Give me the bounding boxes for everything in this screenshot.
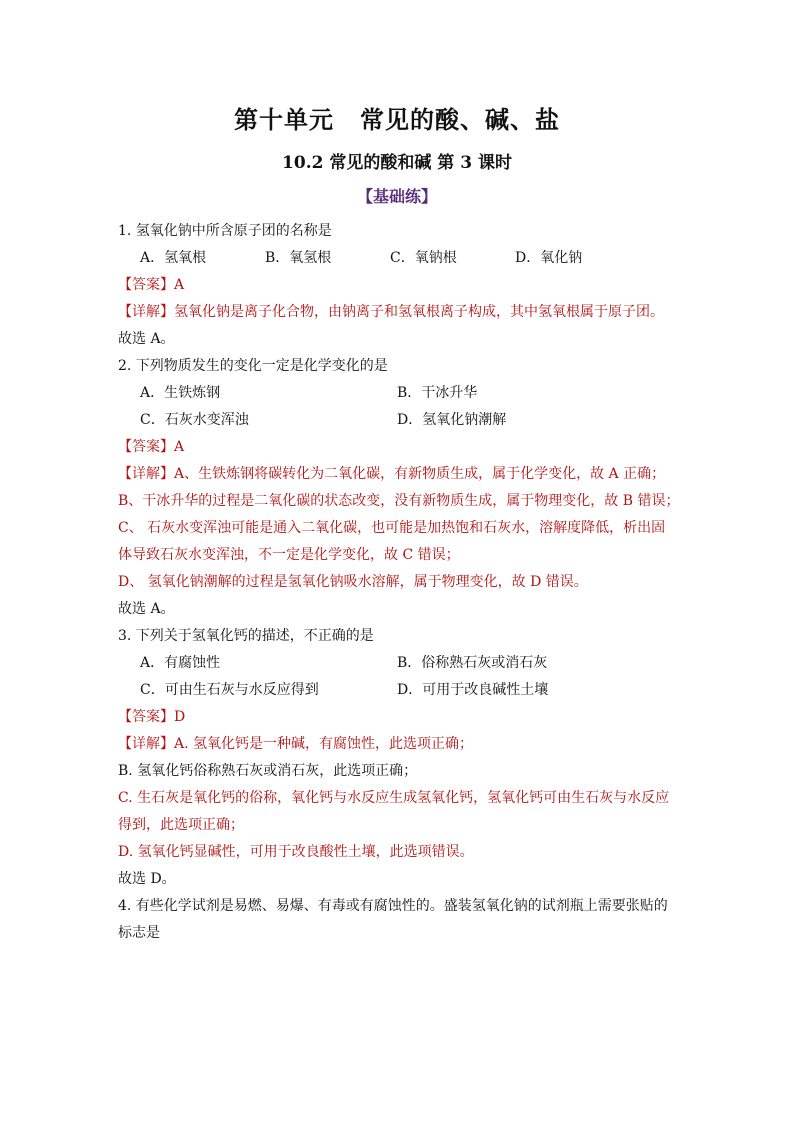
option-row (118, 245, 678, 272)
question-stem-continued: 标志是 (118, 925, 160, 941)
option-a: A．生铁炼钢 (140, 385, 221, 401)
option-row (118, 407, 678, 434)
option-d: D．可用于改良碱性土壤 (397, 682, 549, 698)
detail-tag: 【详解】 (118, 304, 174, 320)
conclusion-line: 故选 D。 (118, 871, 176, 887)
detail-tag: 【详解】 (118, 466, 174, 482)
option-c: C．氧钠根 (390, 250, 457, 266)
option-b: B．俗称熟石灰或消石灰 (397, 655, 548, 671)
detail-line (118, 731, 678, 758)
lesson-subtitle: 10.2 常见的酸和碱 第 3 课时 (282, 153, 512, 173)
detail-text: A. 氢氧化钙是一种碱，有腐蚀性，此选项正确； (174, 736, 474, 752)
detail-line: D、 氢氧化钠潮解的过程是氢氧化钠吸水溶解，属于物理变化，故 D 错误。 (118, 574, 588, 590)
detail-line: 得到，此选项正确； (118, 817, 244, 833)
conclusion-line: 故选 A。 (118, 601, 175, 617)
option-d: D．氧化钠 (515, 250, 583, 266)
answer-value: A (174, 277, 185, 293)
unit-title-number: 第十单元 (234, 105, 334, 134)
answer-tag: 【答案】 (118, 709, 174, 725)
option-row (118, 650, 678, 677)
option-row (118, 677, 678, 704)
detail-line: C. 生石灰是氧化钙的俗称，氧化钙与水反应生成氢氧化钙，氢氧化钙可由生石灰与水反应 (118, 790, 670, 806)
unit-title (0, 100, 794, 135)
question-list (118, 218, 678, 947)
option-b: B．氧氢根 (265, 250, 332, 266)
answer-value: D (174, 709, 186, 725)
detail-text: 氢氧化钠是离子化合物，由钠离子和氢氧根离子构成，其中氢氧根属于原子团。 (174, 304, 664, 320)
answer-tag: 【答案】 (118, 277, 174, 293)
detail-line: D. 氢氧化钙显碱性，可用于改良酸性土壤，此选项错误。 (118, 844, 474, 860)
detail-line: B、干冰升华的过程是二氧化碳的状态改变，没有新物质生成，属于物理变化，故 B 错误； (118, 493, 680, 509)
detail-text: A、生铁炼钢将碳转化为二氧化碳，有新物质生成，属于化学变化，故 A 正确； (174, 466, 666, 482)
detail-line (118, 299, 678, 326)
option-a: A．有腐蚀性 (140, 655, 221, 671)
option-row (118, 380, 678, 407)
answer-line (118, 434, 678, 461)
detail-tag: 【详解】 (118, 736, 174, 752)
detail-line: B. 氢氧化钙俗称熟石灰或消石灰，此选项正确； (118, 763, 418, 779)
option-b: B．干冰升华 (397, 385, 478, 401)
question-stem: 2. 下列物质发生的变化一定是化学变化的是 (118, 358, 388, 374)
option-c: C．石灰水变浑浊 (140, 412, 249, 428)
section-heading: 【基础练】 (356, 187, 437, 206)
conclusion-line: 故选 A。 (118, 331, 175, 347)
answer-value: A (174, 439, 185, 455)
detail-line: C、 石灰水变浑浊可能是通入二氧化碳，也可能是加热饱和石灰水，溶解度降低，析出固 (118, 520, 666, 536)
question-stem: 4. 有些化学试剂是易燃、易爆、有毒或有腐蚀性的。盛装氢氧化钠的试剂瓶上需要张贴的 (118, 898, 668, 914)
detail-line: 体导致石灰水变浑浊，不一定是化学变化，故 C 错误； (118, 547, 460, 563)
answer-line (118, 704, 678, 731)
question-stem: 1. 氢氧化钠中所含原子团的名称是 (118, 223, 332, 239)
answer-line (118, 272, 678, 299)
question-stem: 3. 下列关于氢氧化钙的描述，不正确的是 (118, 628, 374, 644)
answer-tag: 【答案】 (118, 439, 174, 455)
option-c: C．可由生石灰与水反应得到 (140, 682, 319, 698)
option-a: A．氢氧根 (140, 250, 207, 266)
unit-title-topic: 常见的酸、碱、盐 (360, 105, 560, 134)
detail-line (118, 461, 678, 488)
option-d: D．氢氧化钠潮解 (397, 412, 507, 428)
